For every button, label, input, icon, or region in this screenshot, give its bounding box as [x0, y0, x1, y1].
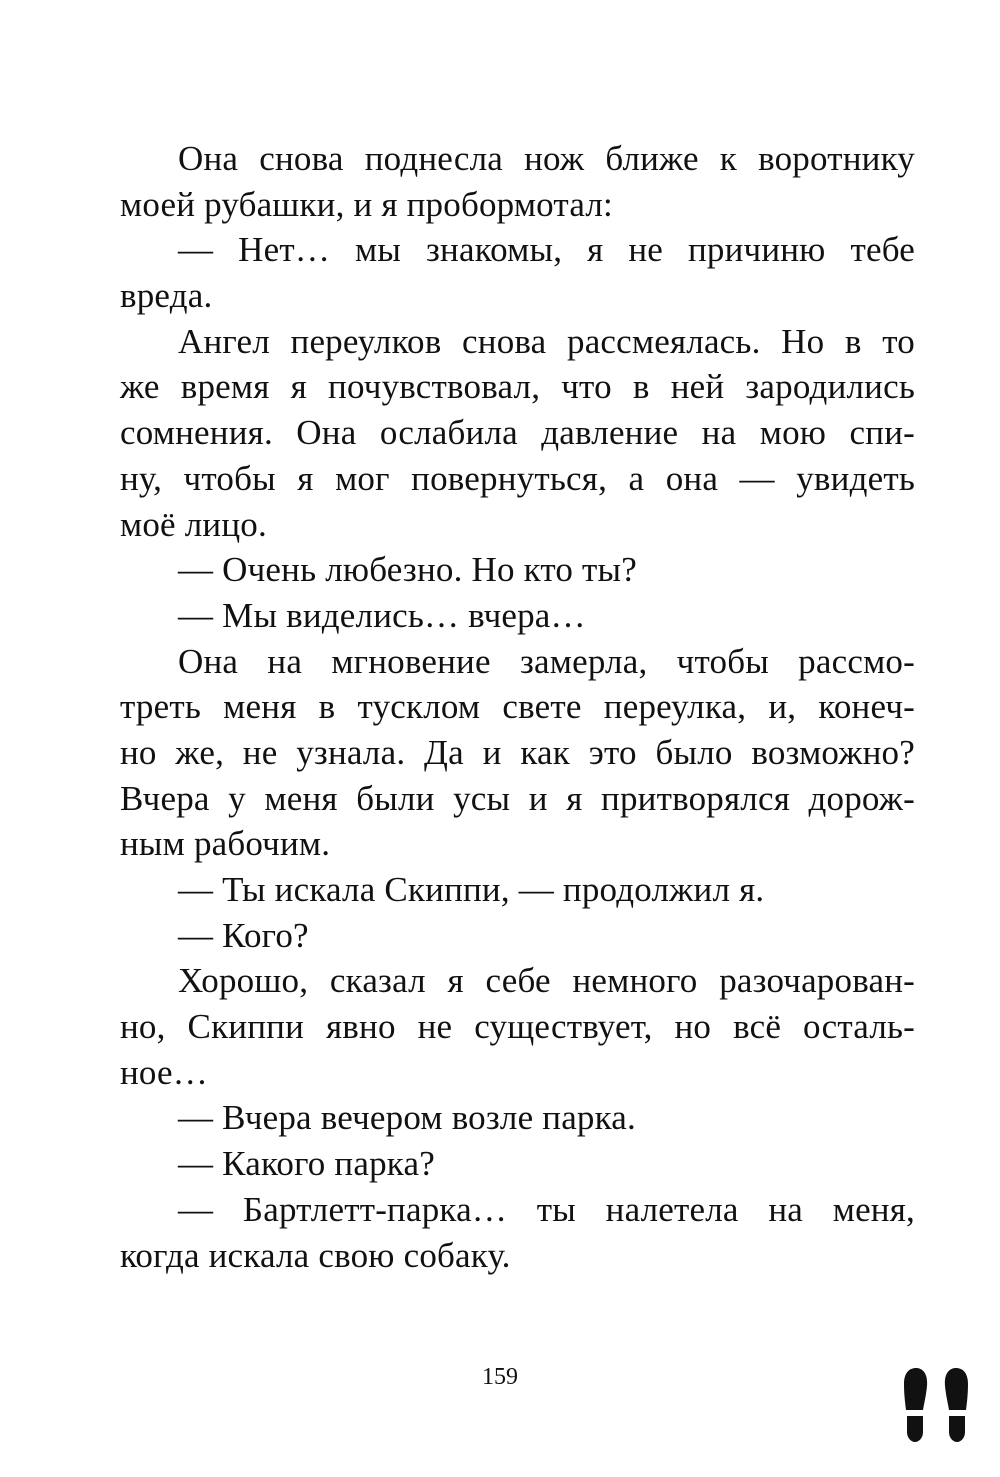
- text-line: — Очень любезно. Но кто ты?: [178, 550, 637, 590]
- text-line: когда искала свою собаку.: [120, 1235, 511, 1275]
- text-line: ное…: [120, 1052, 208, 1092]
- text-line: же время я почувствовал, что в ней зародились: [120, 367, 915, 407]
- text-line: — Бартлетт-парка… ты налетела на меня,: [178, 1189, 915, 1229]
- text-line: ным рабочим.: [120, 824, 331, 864]
- text-line: — Какого парка?: [178, 1144, 435, 1184]
- text-line: сомнения. Она ослабила давление на мою спи-: [120, 413, 915, 453]
- text-line: но, Скиппи явно не существует, но всё осталь-: [120, 1007, 915, 1047]
- text-line: — Ты искала Скиппи, — продолжил я.: [178, 870, 765, 909]
- text-line: ну, чтобы я мог повернуться, а она — увидеть: [120, 458, 915, 498]
- text-line: вреда.: [120, 276, 213, 316]
- text-line: моё лицо.: [120, 504, 267, 544]
- page-number: 159: [482, 1364, 518, 1390]
- text-line: Хорошо, сказал я себе немного разочарован-: [178, 961, 915, 1001]
- text-line: Она снова поднесла нож ближе к воротнику: [178, 139, 915, 178]
- text-line: Она на мгновение замерла, чтобы рассмо-: [178, 641, 915, 681]
- text-line: — Нет… мы знакомы, я не причиню тебе: [178, 230, 915, 270]
- footprints-icon: [898, 1366, 974, 1446]
- book-page-body: [120, 136, 915, 1278]
- text-line: — Вчера вечером возле парка.: [178, 1098, 636, 1138]
- text-line: Вчера у меня были усы и я притворялся дорож-: [120, 778, 915, 818]
- text-line: моей рубашки, и я пробормотал:: [120, 184, 613, 224]
- text-line: треть меня в тусклом свете переулка, и, конеч-: [120, 687, 915, 727]
- text-line: — Кого?: [178, 915, 309, 955]
- text-line: но же, не узнала. Да и как это было возможно?: [120, 732, 915, 772]
- text-line: — Мы виделись… вчера…: [178, 595, 586, 635]
- text-line: Ангел переулков снова рассмеялась. Но в то: [178, 321, 915, 361]
